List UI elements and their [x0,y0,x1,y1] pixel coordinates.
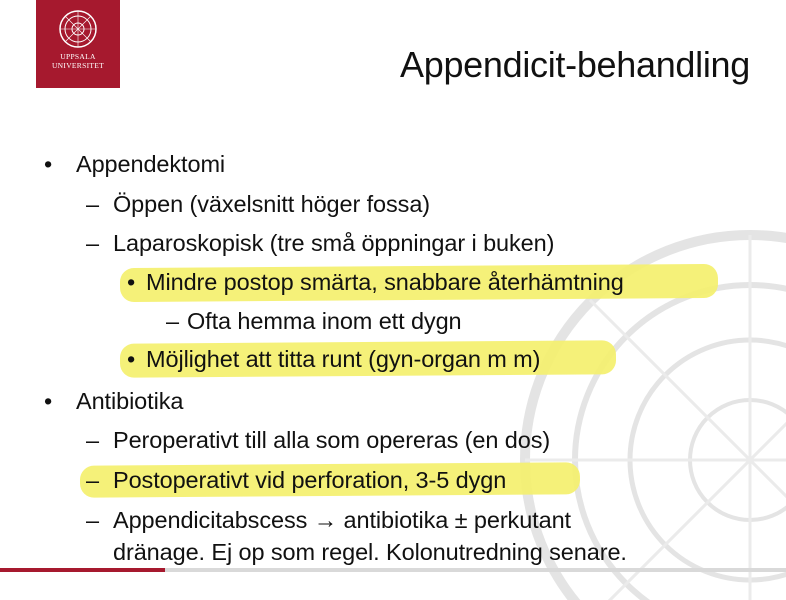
bullet-text: Öppen (växelsnitt höger fossa) [113,191,431,217]
dash-marker: – [86,427,99,453]
bullet-text: Mindre postop smärta, snabbare återhämtning [146,269,624,295]
dash-marker: – [166,308,179,334]
footer-bar [0,568,786,572]
bullet-marker: • [44,388,53,414]
bullet-text: Möjlighet att titta runt (gyn-organ m m) [146,346,541,372]
bullet-text: Peroperativt till alla som opereras (en dos) [113,427,551,453]
bullet-text-continuation: dränage. Ej op som regel. Kolonutredning senare. [113,539,627,565]
bullet-marker: • [127,269,136,295]
bullet-text: Laparoskopisk (tre små öppningar i buken) [113,230,555,256]
bullet-text: Appendicitabscess → antibiotika ± perkutant [113,507,571,533]
bullet-text: Ofta hemma inom ett dygn [187,308,462,334]
bullet-text: Antibiotika [76,388,184,414]
dash-marker: – [86,467,99,493]
footer-accent [0,568,165,572]
bullet-marker: • [127,346,136,372]
dash-marker: – [86,507,99,533]
bullet-text: Appendektomi [76,151,226,177]
dash-marker: – [86,230,99,256]
logo-text-line2: UNIVERSITET [51,61,105,70]
dash-marker: – [86,191,99,217]
slide-title: Appendicit-behandling [400,44,750,85]
logo-text-line1: UPPSALA [60,52,96,61]
bullet-marker: • [44,151,53,177]
bullet-text: Postoperativt vid perforation, 3-5 dygn [113,467,507,493]
